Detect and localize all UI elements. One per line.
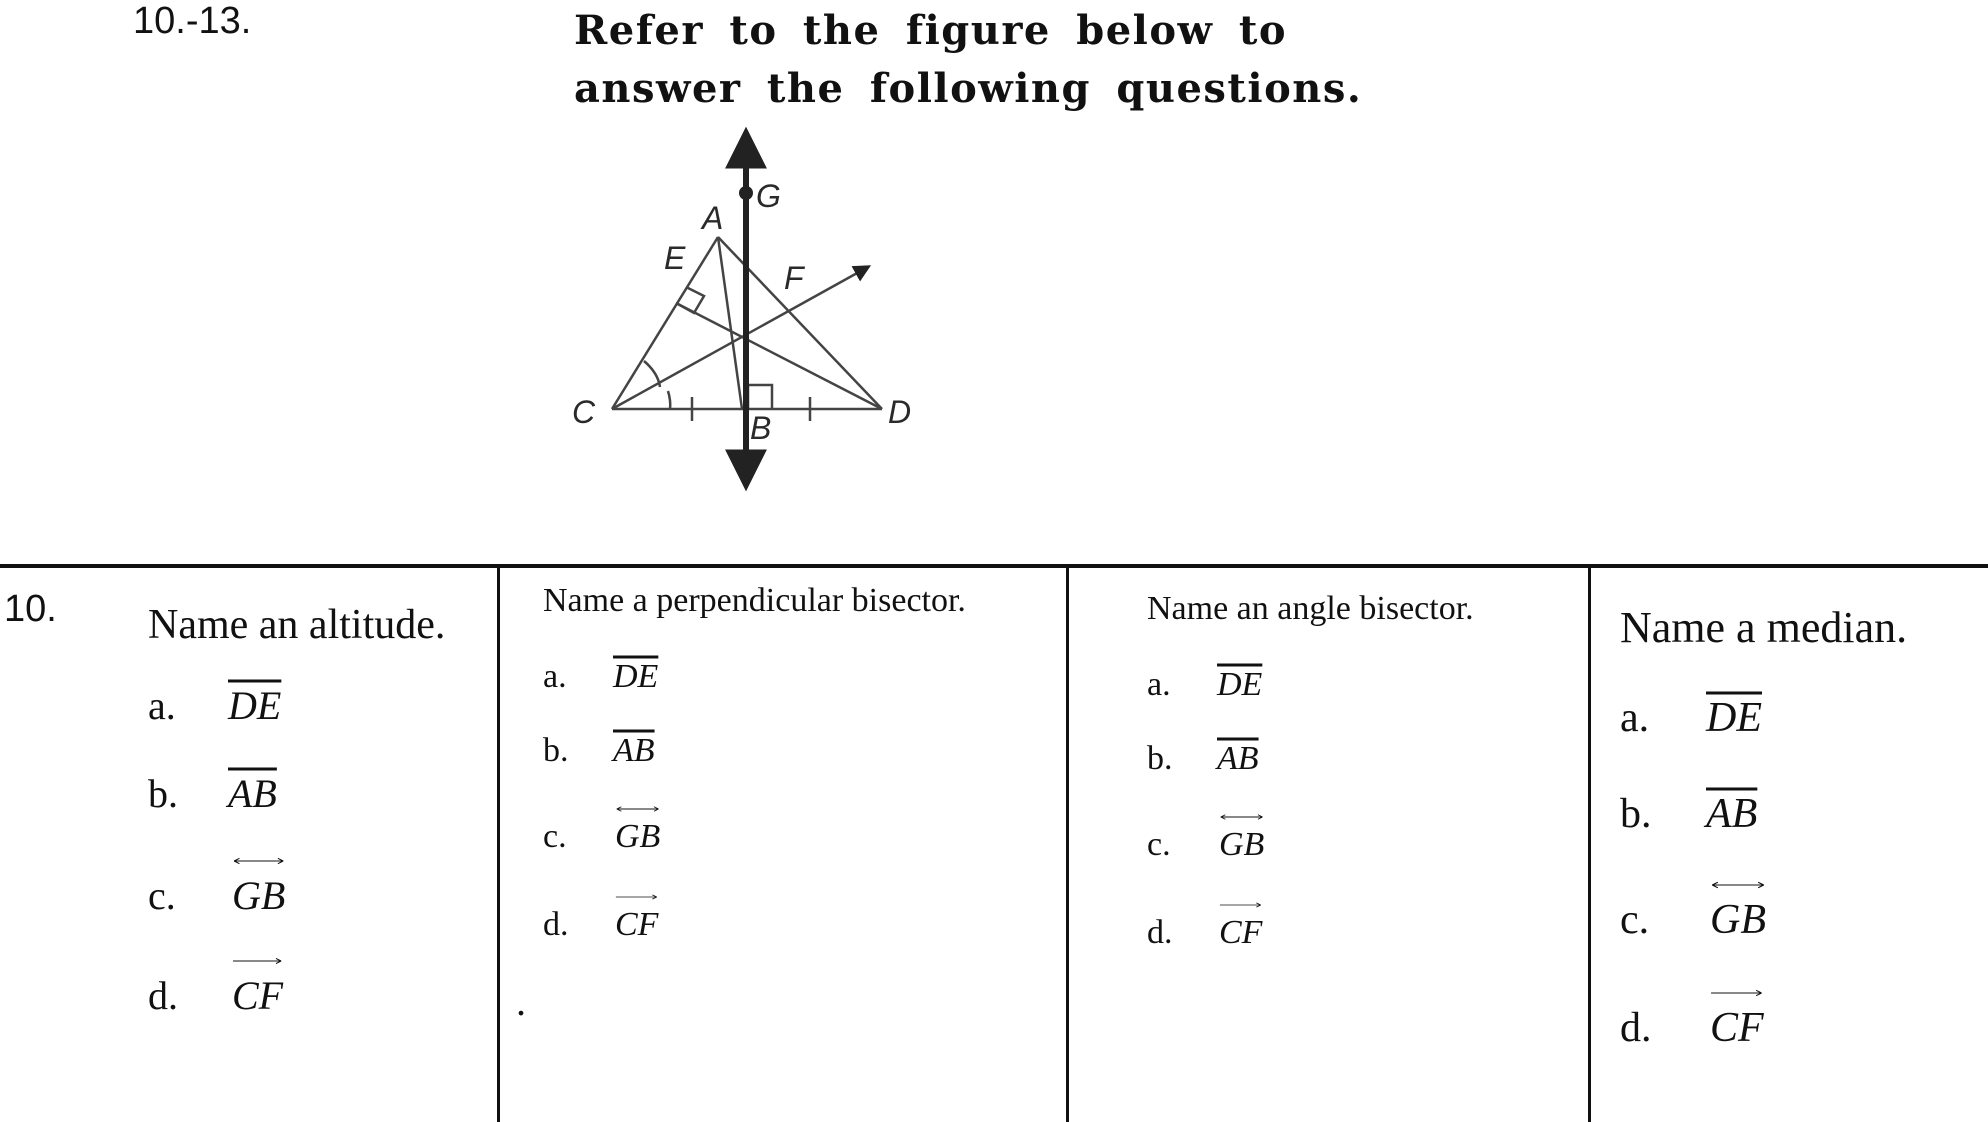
question-number: 10.	[4, 588, 57, 630]
choice-letter: b.	[1147, 740, 1173, 777]
ray-cf-label: CF	[1710, 1004, 1764, 1052]
question-column-median	[1591, 568, 1988, 1122]
line-gb-label: GB	[1219, 826, 1264, 864]
choice-letter: a.	[148, 683, 176, 728]
choice-letter: c.	[1147, 826, 1171, 863]
stray-mark: .	[516, 979, 526, 1024]
segment-ab-label: AB	[228, 771, 277, 816]
choice-letter: d.	[1620, 1005, 1652, 1051]
choice-letter: a.	[1620, 695, 1650, 741]
label-c: C	[572, 394, 596, 430]
ray-cf-label: CF	[232, 972, 283, 1019]
problem-range: 10.-13.	[133, 0, 252, 42]
choice-letter: d.	[543, 906, 569, 943]
choice-letter: b.	[1620, 791, 1652, 837]
segment-de-label: DE	[1217, 666, 1263, 703]
label-g: G	[756, 178, 781, 214]
choice-letter: a.	[1147, 666, 1171, 703]
choice-letter: d.	[148, 973, 178, 1018]
question-prompt: Name a median.	[1620, 603, 1908, 652]
segment-de-label: DE	[1706, 695, 1762, 741]
question-column-altitude	[0, 568, 500, 1122]
segment-ab-label: AB	[1706, 791, 1758, 837]
label-e: E	[664, 240, 686, 276]
ray-cf-label: CF	[1219, 914, 1262, 952]
choice-letter: b.	[148, 771, 178, 816]
point-g	[739, 186, 753, 200]
question-column-angle-bisector	[1069, 568, 1591, 1122]
segment-ab-label: AB	[1217, 740, 1259, 777]
choice-letter: c.	[1620, 897, 1650, 943]
label-f: F	[784, 260, 804, 296]
choice-letter: c.	[148, 873, 176, 918]
line-gb-label: GB	[615, 818, 660, 856]
triangle-figure	[560, 125, 912, 500]
choice-letter: c.	[543, 818, 567, 855]
ray-cf-label: CF	[615, 906, 658, 944]
triangle-diagram	[560, 125, 912, 495]
angle-arc-lower	[668, 391, 670, 409]
answer-table	[0, 564, 1988, 1122]
right-angle-mark-b	[748, 385, 772, 409]
segment-de-label: DE	[228, 683, 282, 728]
segment-ab-label: AB	[613, 732, 655, 769]
question-prompt: Name a perpendicular bisector.	[543, 582, 966, 619]
question-column-perpendicular-bisector	[500, 568, 1069, 1122]
instructions: Refer to the figure below to answer the following questions.	[574, 7, 1363, 112]
choice-letter: a.	[543, 658, 567, 695]
segment-ab	[718, 237, 742, 409]
question-prompt: Name an altitude.	[148, 602, 446, 648]
line-gb-label: GB	[232, 872, 285, 919]
label-d: D	[888, 394, 912, 430]
segment-de-label: DE	[613, 658, 659, 695]
label-a: A	[702, 200, 724, 236]
choice-letter: b.	[543, 732, 569, 769]
question-prompt: Name an angle bisector.	[1147, 590, 1474, 627]
label-b: B	[750, 410, 772, 446]
line-gb-label: GB	[1710, 896, 1766, 944]
choice-letter: d.	[1147, 914, 1173, 951]
